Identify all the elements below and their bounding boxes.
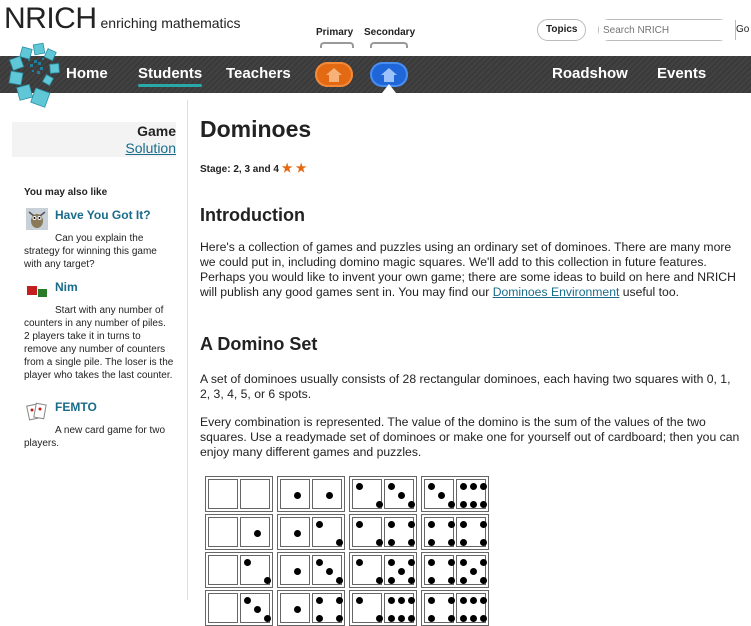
related-item[interactable]: [24, 280, 174, 390]
domino-pip: [388, 521, 395, 528]
domino-half: [352, 517, 382, 547]
domino-pip: [316, 615, 323, 622]
domino-pip: [460, 577, 467, 584]
domino-pip: [460, 539, 467, 546]
primary-label[interactable]: Primary: [316, 27, 354, 38]
intro-heading: Introduction: [200, 205, 305, 225]
domino-pip: [448, 577, 455, 584]
domino-pip: [408, 539, 415, 546]
nav-home[interactable]: Home: [66, 65, 108, 82]
domino-half: [208, 555, 238, 585]
domino-pip: [460, 483, 467, 490]
domino-pip: [264, 615, 271, 622]
domino-pip: [336, 597, 343, 604]
related-description: Can you explain the strategy for winning this game with any target?: [24, 233, 157, 270]
domino-pip: [316, 521, 323, 528]
domino-tile: [349, 552, 417, 588]
domino-pip: [294, 530, 301, 537]
counters-icon: [26, 280, 48, 302]
related-title[interactable]: Have You Got It?: [55, 208, 151, 222]
domino-half: [384, 555, 414, 585]
domino-pip: [398, 597, 405, 604]
domino-half: [424, 593, 454, 623]
domino-tile: [421, 514, 489, 550]
domino-half: [240, 593, 270, 623]
domino-pip: [480, 483, 487, 490]
primary-home-button[interactable]: [315, 62, 353, 87]
domino-pip: [448, 597, 455, 604]
domino-pip: [398, 492, 405, 499]
brand-name[interactable]: NRICH: [4, 2, 97, 35]
domino-pip: [316, 597, 323, 604]
domino-pip: [356, 597, 363, 604]
domino-pip: [388, 597, 395, 604]
dominoes-environment-link[interactable]: Dominoes Environment: [492, 285, 620, 299]
domino-pip: [408, 597, 415, 604]
domino-half: [312, 555, 342, 585]
domino-pip: [480, 539, 487, 546]
domino-pip: [408, 501, 415, 508]
domino-pip: [376, 577, 383, 584]
domino-pip: [336, 539, 343, 546]
domino-pip: [480, 577, 487, 584]
domino-pip: [480, 559, 487, 566]
house-icon: [325, 67, 343, 83]
domino-tile: [421, 590, 489, 626]
domino-pip: [428, 559, 435, 566]
domino-pip: [294, 492, 301, 499]
domino-pip: [356, 483, 363, 490]
domino-half: [208, 479, 238, 509]
domino-pip: [428, 521, 435, 528]
go-button[interactable]: Go: [735, 20, 749, 40]
domino-half: [312, 479, 342, 509]
domino-pip: [470, 501, 477, 508]
domino-pip: [460, 521, 467, 528]
domino-half: [240, 555, 270, 585]
domino-pip: [460, 501, 467, 508]
related-title[interactable]: Nim: [55, 280, 78, 294]
domino-pip: [428, 483, 435, 490]
primary-bracket: [320, 42, 354, 48]
domino-set-heading: A Domino Set: [200, 334, 318, 354]
domino-pip: [356, 521, 363, 528]
domino-half: [312, 593, 342, 623]
domino-half: [384, 479, 414, 509]
domino-tile: [277, 552, 345, 588]
domino-pip: [448, 501, 455, 508]
related-item[interactable]: [24, 208, 174, 268]
intro-paragraph: Here's a collection of games and puzzles using an ordinary set of dominoes. There are many more we could put in, including domino magic squares. We'll add to this collection in future features. Perhaps you would like to invent your own game; there are some ideas to build on here and NRICH will publish any good games sent in. You may find our Dominoes Environment useful too.: [200, 240, 736, 299]
stage-text: Stage: 2, 3 and 4: [200, 164, 279, 175]
nav-teachers[interactable]: Teachers: [226, 65, 291, 82]
domino-pip: [470, 483, 477, 490]
domino-half: [424, 479, 454, 509]
domino-half: [280, 517, 310, 547]
domino-pip: [294, 568, 301, 575]
brand[interactable]: [4, 2, 241, 36]
domino-pip: [428, 597, 435, 604]
domino-pip: [398, 568, 405, 575]
domino-tile: [421, 476, 489, 512]
search-box: [598, 19, 750, 41]
domino-half: [424, 517, 454, 547]
page-title: Dominoes: [200, 116, 312, 142]
related-title[interactable]: FEMTO: [55, 400, 97, 414]
secondary-label[interactable]: Secondary: [364, 27, 416, 38]
domino-tile: [277, 476, 345, 512]
domino-half: [456, 517, 486, 547]
domino-set-paragraph-2: Every combination is represented. The value of the domino is the sum of the values of the two squares. Use a readymade set of dominoes or make one for yourself out of cardboard; then you can enjoy many different games and puzzles.: [200, 415, 740, 459]
domino-half: [456, 479, 486, 509]
nav-students[interactable]: Students: [138, 65, 203, 82]
topics-button[interactable]: Topics: [537, 19, 586, 41]
domino-pip: [448, 539, 455, 546]
nav-events[interactable]: Events: [657, 65, 707, 82]
domino-pip: [326, 568, 333, 575]
domino-pip: [480, 501, 487, 508]
domino-half: [208, 593, 238, 623]
domino-tile: [205, 514, 273, 550]
domino-half: [456, 593, 486, 623]
domino-half: [280, 555, 310, 585]
search-input[interactable]: [599, 20, 735, 40]
domino-pip: [448, 615, 455, 622]
domino-pip: [376, 539, 383, 546]
domino-pip: [428, 577, 435, 584]
domino-pip: [438, 492, 445, 499]
domino-pip: [356, 559, 363, 566]
domino-pip: [408, 577, 415, 584]
domino-pip: [244, 597, 251, 604]
solution-link[interactable]: Solution: [125, 140, 176, 156]
domino-pip: [398, 615, 405, 622]
sidebar: [0, 100, 188, 600]
domino-pip: [376, 501, 383, 508]
domino-half: [456, 555, 486, 585]
domino-pip: [244, 559, 251, 566]
nav-roadshow[interactable]: Roadshow: [552, 65, 628, 82]
domino-pip: [254, 606, 261, 613]
domino-half: [312, 517, 342, 547]
domino-pip: [460, 559, 467, 566]
domino-half: [352, 593, 382, 623]
domino-tile: [277, 590, 345, 626]
resource-type-box: [12, 122, 176, 157]
domino-pip: [428, 615, 435, 622]
domino-pip: [336, 577, 343, 584]
nav-pointer: [382, 84, 396, 93]
domino-pip: [388, 615, 395, 622]
domino-pip: [408, 521, 415, 528]
stage-stars: ★ ★: [281, 161, 307, 175]
main-navbar: [0, 56, 751, 93]
domino-pip: [448, 521, 455, 528]
domino-half: [352, 479, 382, 509]
domino-tile: [349, 590, 417, 626]
domino-pip: [388, 483, 395, 490]
domino-half: [352, 555, 382, 585]
domino-pip: [448, 559, 455, 566]
domino-tile: [205, 590, 273, 626]
domino-tile: [205, 552, 273, 588]
domino-tile: [421, 552, 489, 588]
domino-pip: [470, 615, 477, 622]
cards-icon: [26, 400, 48, 422]
related-description: Start with any number of counters in any number of piles. 2 players take it in turns to remove any number of counters from a single pile. The loser is the player who takes the last counter.: [24, 305, 174, 381]
domino-tile: [349, 514, 417, 550]
domino-pip: [326, 492, 333, 499]
related-description: A new card game for two players.: [24, 425, 166, 449]
domino-pip: [480, 615, 487, 622]
owl-icon: [26, 208, 48, 230]
domino-half: [424, 555, 454, 585]
domino-pip: [388, 577, 395, 584]
domino-pip: [376, 615, 383, 622]
domino-pip: [388, 539, 395, 546]
domino-tile: [277, 514, 345, 550]
domino-half: [208, 517, 238, 547]
also-like-heading: You may also like: [24, 187, 108, 198]
domino-pip: [470, 597, 477, 604]
domino-pip: [316, 559, 323, 566]
domino-half: [240, 517, 270, 547]
domino-half: [240, 479, 270, 509]
house-icon: [380, 67, 398, 83]
domino-pip: [480, 597, 487, 604]
domino-tile: [205, 476, 273, 512]
domino-pip: [388, 559, 395, 566]
domino-set-paragraph-1: A set of dominoes usually consists of 28 rectangular dominoes, each having two squares with 0, 1, 2, 3, 4, 5, or 6 spots.: [200, 372, 731, 401]
brand-tagline: enriching mathematics: [100, 15, 241, 31]
domino-pip: [480, 521, 487, 528]
domino-pip: [264, 577, 271, 584]
domino-pip: [408, 615, 415, 622]
domino-half: [280, 479, 310, 509]
related-item[interactable]: [24, 400, 174, 460]
domino-tile: [349, 476, 417, 512]
domino-pip: [460, 597, 467, 604]
domino-pip: [408, 559, 415, 566]
stage-label: [200, 161, 307, 175]
secondary-bracket: [370, 42, 408, 48]
domino-pip: [460, 615, 467, 622]
game-label: Game: [137, 123, 176, 139]
domino-pip: [254, 530, 261, 537]
domino-pip: [428, 539, 435, 546]
domino-half: [384, 517, 414, 547]
domino-half: [384, 593, 414, 623]
domino-pip: [294, 606, 301, 613]
domino-half: [280, 593, 310, 623]
domino-pip: [336, 615, 343, 622]
domino-pip: [470, 568, 477, 575]
